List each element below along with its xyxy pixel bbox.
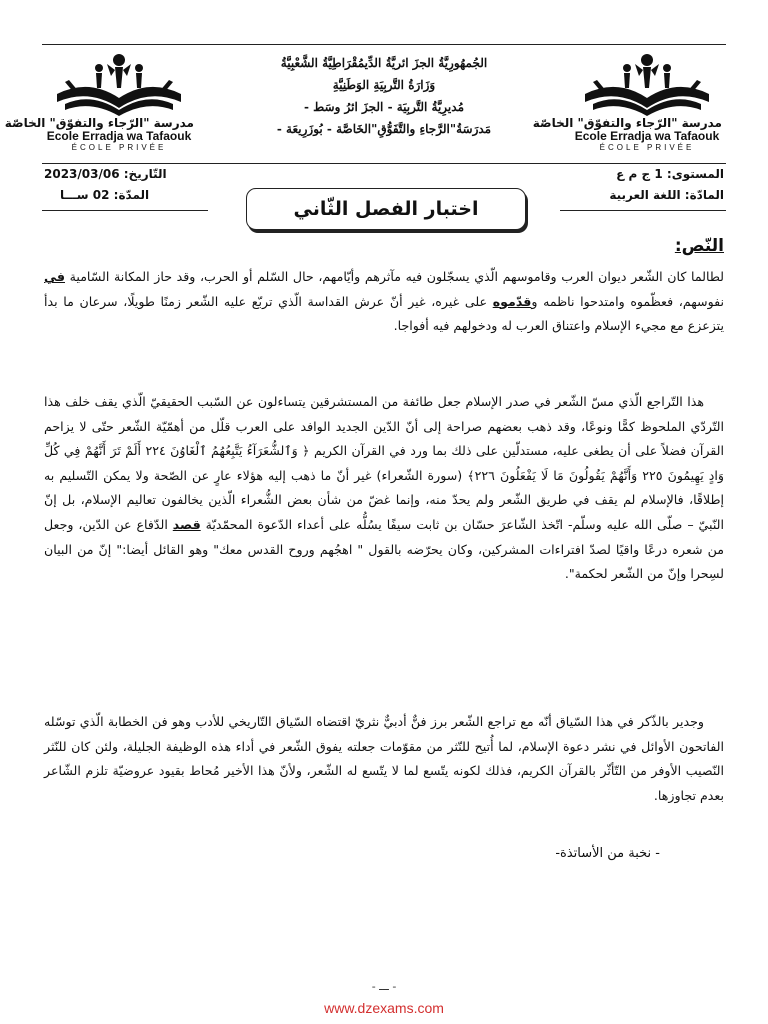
exam-subject: المادّة: اللغة العربية: [609, 188, 724, 202]
logo-school-name-ar: مدرسة "الرّجاء والتفوّق" الخاصّة: [532, 116, 722, 130]
school-logo-icon: [577, 50, 717, 120]
paragraph-text: الدّفاع عن الدّين، وجعل من شعره درعًا واقيًا لصدّ افتراءات المشركين، وكان يحرّضه بالقول " اهجُهم وروح القدس معك" وهو القائل أيضا:" إنّ من البيان لسِحرا وإنّ من الشّعر لحكمة".: [44, 516, 724, 582]
footer-dash: - ـــ -: [371, 980, 397, 993]
logo-school-name-fr: Ecole Erradja wa Tafaouk: [574, 129, 720, 143]
paragraph-text: لطالما كان الشّعر ديوان العرب وقاموسهم الّذي يسجّلون فيه مآثرهم وأيّامهم، حال السّلم أو الحرب، وقد حاز المكانة السّامية: [65, 269, 724, 284]
republic-line: الجُمهُورِيَّةُ الجزَ ائريَّةُ الدِّيمُقْرَاطِيَّةُ الشَّعْبِيَّةُ: [280, 56, 488, 70]
school-logo-icon: [49, 50, 189, 120]
logo-subtitle-fr: ÉCOLE PRIVÉE: [599, 143, 695, 152]
text-paragraph-3: [44, 710, 724, 808]
exam-title: اختبار الفصل الثّاني: [246, 188, 526, 230]
exam-duration: المدّة: 02 ســـا: [60, 188, 150, 202]
meta-bottom-rule-right: [560, 210, 726, 211]
school-line: مَدرَسَةُ"الرَّجاءِ والتَّفَوُّقِ"الخَاصَّة - بُوزَرِيعَة -: [276, 122, 492, 136]
school-logo-left: [4, 50, 194, 152]
school-logo-right: [532, 50, 722, 152]
paragraph-text: نفوسهم، فعظّموه وامتدحوا ناظمه و: [531, 293, 724, 309]
official-header: [210, 52, 558, 140]
paragraph-text: على غيره، غير أنّ عرش القداسة الّذي تربّع عليه الشّعر زمنًا طويلًا، سرعان ما بدأ يتزعزع مع مجيء الإسلام واعتناق العرب له ودخولهم فيه أفواجا.: [44, 293, 724, 334]
header-bottom-rule: [42, 163, 726, 164]
section-title: النّص:: [674, 236, 724, 256]
text-paragraph-1: [44, 265, 724, 339]
top-rule: [42, 44, 726, 45]
logo-school-name-fr: Ecole Erradja wa Tafaouk: [46, 129, 192, 143]
footer-url: www.dzexams.com: [324, 1000, 444, 1016]
text-paragraph-2: [44, 390, 724, 587]
exam-date: التّاريخ: 2023/03/06: [44, 167, 167, 181]
logo-school-name-ar: مدرسة "الرّجاء والتفوّق" الخاصّة: [4, 116, 194, 130]
logo-subtitle-fr: ÉCOLE PRIVÉE: [71, 143, 167, 152]
underlined-word: قصد: [172, 516, 201, 532]
student-level: المستوى: 1 ج م ع: [616, 167, 724, 181]
ministry-line: وَزَارَةُ التَّربِيَةِ الوَطَنِيَّةِ: [332, 78, 436, 92]
author-signature: - نخبة من الأساتذة-: [555, 846, 660, 861]
underlined-word: قدّموه: [492, 293, 532, 309]
underlined-word: في: [44, 269, 65, 284]
paragraph-text: وجدير بالذّكر في هذا السّياق أنّه مع تراجع الشّعر برز فنٌّ أدبيٌّ نثريّ اقتضاه السّياق التّاريخي للأدب وهو فن الخطابة الّذي توسّله الفاتحون الأوائل في نشر دعوة الإسلام، لما أُتيح للنّثر من مقوّمات جعلته يفوق الشّعر في أداء هذه الوظيفة الجليلة، ولئن كان للنّثر النّصيب الأوفر من التّأثّر بالقرآن الكريم، فذلك لكونه يتّسع لما لا يتّسع له الشّعر، ولأنّ هذا الأخير مُحاط بقيود عروضيّة تلزم الشّاعر بعدم تجاوزها.: [44, 714, 724, 803]
meta-bottom-rule: [42, 210, 208, 211]
paragraph-text: هذا التّراجع الّذي مسّ الشّعر في صدر الإسلام جعل طائفة من المستشرقين يتساءلون عن السّبب الحقيقيّ الّذي يقف خلف هذا التّردّي الملحوظ كمًّا ونوعًا، وقد ذهب بعضهم صراحة إلى أنّ الدّين الجديد الوافد على العرب قلّل من أهمّيّة الشّعر حتّى لا يزاحم القرآن فضلاً على أن يطغى عليه، مستدلّين على ذلك بما ورد في القرآن الكريم ﴿ وَٱلشُّعَرَآءُ يَتَّبِعُهُمُ ٱلْغَاوُنَ ٢٢٤ أَلَمْ تَرَ أَنَّهُمْ فِي كُلِّ وَادٍ يَهِيمُونَ ٢٢٥ وَأَنَّهُمْ يَقُولُونَ مَا لَا يَفْعَلُونَ ٢٢٦﴾ (سورة الشّعراء) غير أنّ ما ذهب إليه هؤلاء عارٍ عن الصّحة ولا يمكن التّسليم به إطلاقًا، فالإسلام لم يقف في طريق الشّعر ولم يحدّ منه، وإنما غضّ من شأن بعض الشُّعراء الّذين يخالفون تعاليم الإسلام، بل إنّ النّبيّ – صلّى الله عليه وسلّم- اتّخذ الشّاعرَ حسّان بن ثابت سيفًا يسُلُّه على أعداء الدّعوة المحمّديّة: [44, 394, 725, 532]
directorate-line: مُديرِيَّةُ التَّربِيَة - الجزَ ائرُ وسَط -: [303, 100, 464, 114]
